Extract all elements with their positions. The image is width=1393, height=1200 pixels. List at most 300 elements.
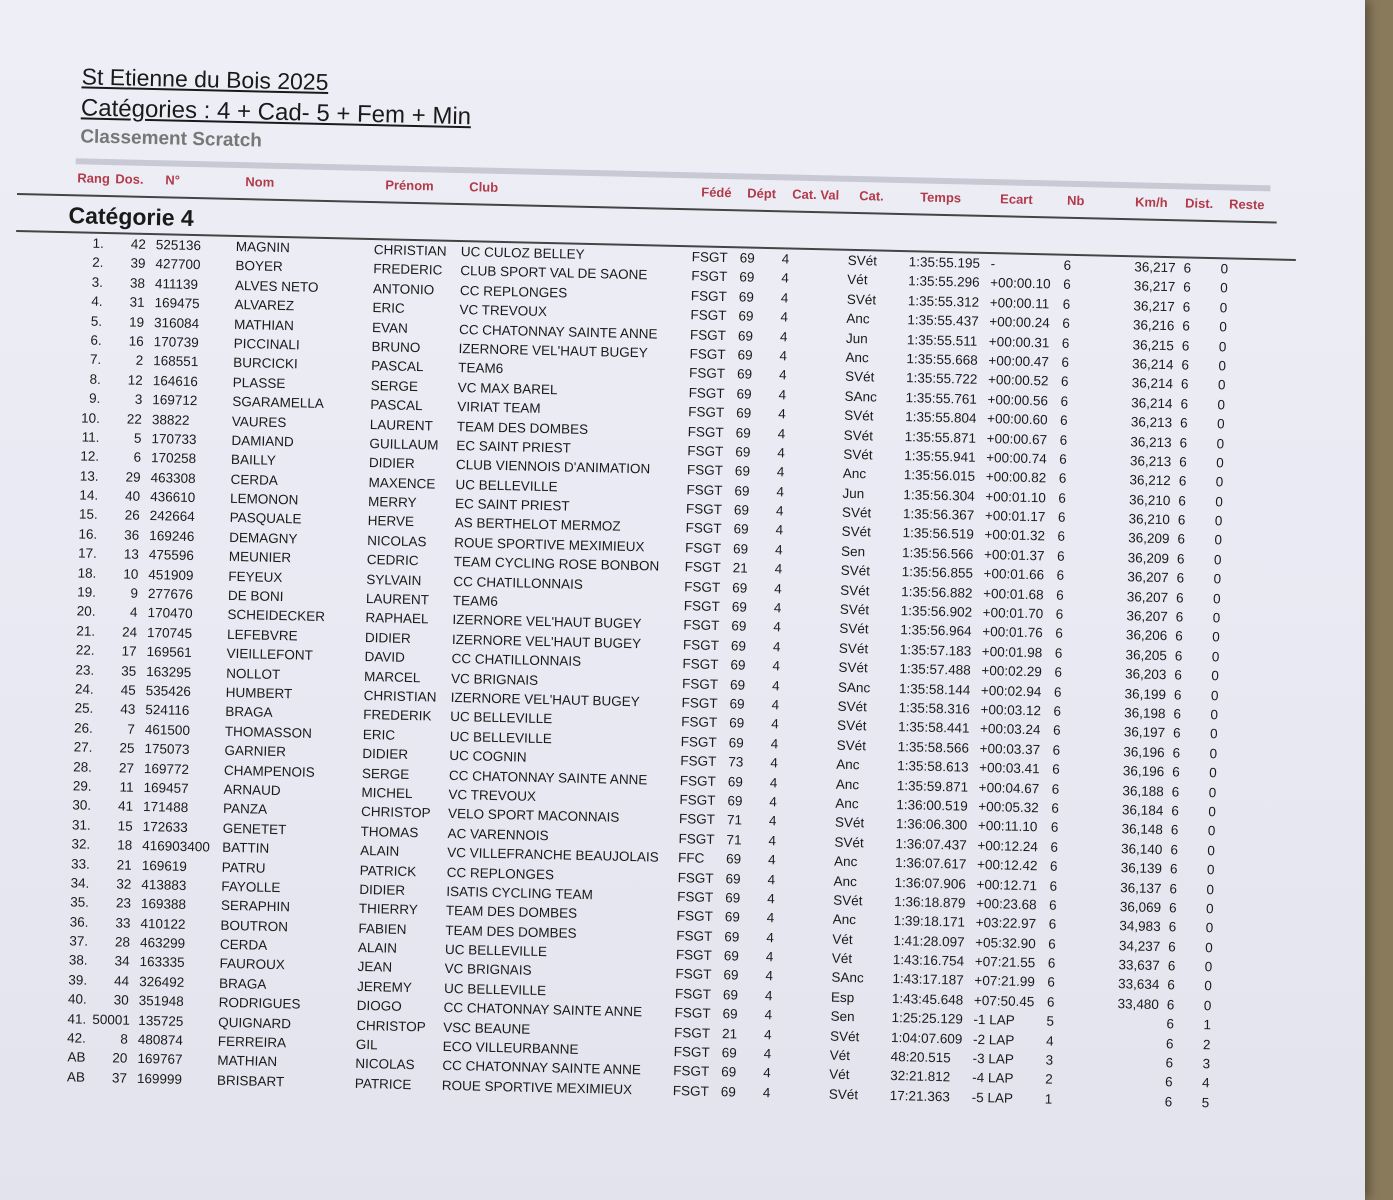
cell-rang: 24. xyxy=(74,681,94,697)
cell-dist: 6 xyxy=(1179,415,1188,431)
cell-nom: GARNIER xyxy=(224,742,287,760)
cell-prenom: PASCAL xyxy=(370,397,423,414)
cell-temps: 1:35:56.882 xyxy=(901,583,973,601)
cell-dist: 6 xyxy=(1182,299,1191,315)
cell-ecart: +00:12.42 xyxy=(976,857,1038,874)
cell-fede: FFC xyxy=(677,850,705,866)
cell-dist: 6 xyxy=(1176,551,1185,567)
cell-nom: RODRIGUES xyxy=(218,994,301,1012)
cell-nom: ALVES NETO xyxy=(234,277,319,295)
cell-dos: 27 xyxy=(118,759,135,776)
cell-ecart: +07:21.99 xyxy=(974,973,1035,990)
cell-reste: 0 xyxy=(1212,629,1220,645)
cell-kmh xyxy=(1098,1054,1158,1055)
cell-ecart: +00:01.66 xyxy=(983,566,1045,583)
cell-cat: Anc xyxy=(846,310,870,327)
cell-nb: 6 xyxy=(1060,393,1069,409)
cell-cat-val: 4 xyxy=(774,542,783,558)
cell-fede: FSGT xyxy=(683,598,720,615)
cell-dist: 6 xyxy=(1177,512,1186,528)
cell-nom: BAILLY xyxy=(230,452,276,469)
cell-prenom: JEAN xyxy=(357,959,393,976)
cell-dos: 21 xyxy=(116,856,132,873)
cell-kmh: 36,209 xyxy=(1128,530,1170,547)
cell-reste: 0 xyxy=(1208,804,1216,820)
cell-nom: BOUTRON xyxy=(220,917,289,934)
cell-club: IZERNORE VEL'HAUT BUGEY xyxy=(452,612,642,632)
cell-kmh xyxy=(1097,1073,1157,1074)
cell-nb: 6 xyxy=(1063,277,1071,293)
cell-nb: 6 xyxy=(1053,684,1062,700)
cell-prenom: ALAIN xyxy=(360,843,400,859)
cell-dos: 44 xyxy=(113,973,130,989)
cell-reste: 0 xyxy=(1211,668,1220,684)
cell-nb: 6 xyxy=(1048,916,1057,933)
cell-club: VC TREVOUX xyxy=(448,786,537,804)
cell-dos: 3 xyxy=(134,391,143,407)
cell-dist: 6 xyxy=(1180,396,1189,412)
cell-dept: 69 xyxy=(725,870,741,887)
cell-dist: 6 xyxy=(1170,822,1179,838)
cell-numero: 524116 xyxy=(145,702,190,719)
cell-reste: 0 xyxy=(1209,765,1217,781)
cell-dept: 69 xyxy=(724,909,740,925)
cell-nb: 6 xyxy=(1048,936,1056,952)
cell-dist: 6 xyxy=(1179,454,1187,470)
cell-temps: 1:35:58.144 xyxy=(898,680,971,698)
cell-reste: 0 xyxy=(1204,978,1213,994)
cell-reste: 0 xyxy=(1220,280,1228,296)
cell-prenom: SERGE xyxy=(361,765,410,782)
cell-fede: FSGT xyxy=(685,520,722,537)
cell-dept: 21 xyxy=(732,560,748,576)
cell-cat-val: 4 xyxy=(778,406,786,422)
cell-dos: 7 xyxy=(127,721,136,737)
cell-temps: 32:21.812 xyxy=(890,1068,951,1085)
cell-prenom: PASCAL xyxy=(371,358,424,375)
cell-rang: AB xyxy=(67,1049,86,1066)
cell-dept: 69 xyxy=(732,579,748,596)
cell-dept: 69 xyxy=(739,250,755,266)
cell-temps: 1:35:55.871 xyxy=(904,428,977,446)
cell-nom: MEUNIER xyxy=(228,549,292,566)
cell-cat-val: 4 xyxy=(777,445,786,461)
cell-kmh: 36,217 xyxy=(1133,278,1176,295)
cell-fede: FSGT xyxy=(688,365,726,382)
cell-ecart: +00:03.41 xyxy=(979,760,1040,777)
cell-nb: 6 xyxy=(1058,470,1067,487)
cell-kmh: 34,983 xyxy=(1119,918,1161,935)
cell-kmh: 36,196 xyxy=(1123,743,1165,760)
cell-club: CC CHATONNAY SAINTE ANNE xyxy=(443,1000,643,1020)
cell-cat-val: 4 xyxy=(771,677,780,693)
cell-cat: SVét xyxy=(836,718,867,734)
cell-dept: 69 xyxy=(724,928,740,945)
cell-dept: 69 xyxy=(734,483,750,499)
cell-reste: 0 xyxy=(1207,823,1216,839)
cell-temps: 1:35:56.964 xyxy=(900,622,972,640)
cell-kmh xyxy=(1098,1034,1158,1035)
cell-fede: FSGT xyxy=(679,792,716,808)
cell-reste: 0 xyxy=(1211,649,1220,665)
cell-fede: FSGT xyxy=(682,637,720,653)
cell-dist: 6 xyxy=(1167,977,1176,993)
cell-ecart: +00:01.76 xyxy=(982,624,1043,641)
cell-club: UC BELLEVILLE xyxy=(449,728,553,747)
cell-cat-val: 4 xyxy=(778,367,787,383)
cell-nb: 6 xyxy=(1047,955,1056,971)
cell-cat-val: 4 xyxy=(780,290,789,306)
cell-numero: 169767 xyxy=(137,1051,183,1068)
cell-rang: 8. xyxy=(89,371,101,387)
cell-reste: 0 xyxy=(1215,493,1224,510)
cell-dist: 6 xyxy=(1168,938,1176,955)
cell-prenom: SYLVAIN xyxy=(366,571,422,588)
cell-numero: 525136 xyxy=(155,237,202,254)
cell-club: CC CHATONNAY SAINTE ANNE xyxy=(458,321,658,342)
col-header-prenom: Prénom xyxy=(385,177,434,194)
cell-temps: 1:36:07.437 xyxy=(895,835,967,853)
cell-kmh: 33,637 xyxy=(1118,957,1160,974)
cell-cat: Anc xyxy=(836,756,860,773)
cell-nb: 6 xyxy=(1063,257,1072,273)
cell-nom: PASQUALE xyxy=(229,510,302,527)
cell-cat-val: 4 xyxy=(767,871,776,887)
cell-dist: 6 xyxy=(1183,279,1191,296)
cell-dist: 6 xyxy=(1164,1074,1173,1090)
cell-dept: 73 xyxy=(728,754,744,770)
cell-nom: BURCICKI xyxy=(233,355,298,372)
cell-rang: 22. xyxy=(75,642,95,659)
cell-dept: 69 xyxy=(738,308,754,324)
cell-temps: 1:35:56.519 xyxy=(902,525,975,543)
cell-ecart: +05:32.90 xyxy=(975,934,1036,951)
cell-prenom: CEDRIC xyxy=(366,552,419,569)
col-header-temps: Temps xyxy=(919,189,962,206)
cell-numero: 413883 xyxy=(141,876,187,893)
cell-fede: FSGT xyxy=(683,617,720,634)
cell-nom: BRAGA xyxy=(218,975,267,992)
cell-cat-val: 4 xyxy=(764,1007,773,1023)
cell-reste: 0 xyxy=(1216,416,1225,432)
cell-club: CC CHATONNAY SAINTE ANNE xyxy=(442,1058,642,1078)
cell-fede: FSGT xyxy=(687,443,724,459)
classement-title: Classement Scratch xyxy=(80,126,263,152)
cell-prenom: NICOLAS xyxy=(367,532,427,550)
cell-cat: SVét xyxy=(846,291,877,308)
cell-numero: 135725 xyxy=(138,1012,184,1029)
cell-cat-val: 4 xyxy=(763,1065,771,1081)
cell-cat: Anc xyxy=(845,349,869,366)
cell-nom: CERDA xyxy=(219,936,268,953)
cell-reste: 0 xyxy=(1208,784,1217,800)
cell-dist: 6 xyxy=(1178,493,1187,509)
cell-nb: 6 xyxy=(1051,781,1060,797)
cell-dos: 33 xyxy=(115,915,131,931)
title-block xyxy=(80,63,1300,176)
cell-nom: MATHIAN xyxy=(217,1053,278,1070)
cell-dos: 41 xyxy=(117,798,134,815)
col-header-cat: Cat. xyxy=(859,188,884,204)
cell-rang: 17. xyxy=(77,545,98,562)
cell-temps: 1:35:55.941 xyxy=(904,448,976,465)
cell-club: IZERNORE VEL'HAUT BUGEY xyxy=(450,689,640,710)
cell-nom: SERAPHIN xyxy=(220,898,291,915)
cell-ecart: +00:00.47 xyxy=(988,353,1050,370)
cell-prenom: DIDIER xyxy=(362,746,409,763)
cell-prenom: JEREMY xyxy=(356,978,413,995)
cell-ecart: +00:01.10 xyxy=(985,488,1046,506)
col-header-ecart: Ecart xyxy=(999,191,1033,208)
cell-ecart: +07:50.45 xyxy=(973,992,1035,1010)
cell-kmh: 36,210 xyxy=(1128,491,1171,508)
cell-dos: 50001 xyxy=(92,1011,131,1028)
cell-kmh: 34,237 xyxy=(1118,937,1161,954)
cell-dos: 19 xyxy=(128,314,145,330)
cell-ecart: +07:21.55 xyxy=(974,953,1036,971)
cell-fede: FSGT xyxy=(678,811,716,828)
cell-ecart: +00:03.24 xyxy=(979,721,1041,738)
cell-dos: 6 xyxy=(133,449,142,466)
cell-fede: FSGT xyxy=(674,1005,711,1022)
cell-temps: 1:35:55.761 xyxy=(905,389,978,407)
cell-rang: 27. xyxy=(73,739,93,755)
cell-temps: 1:35:59.871 xyxy=(896,777,969,795)
categories-title: Catégories : 4 + Cad- 5 + Fem + Min xyxy=(80,94,472,131)
cell-ecart: +00:23.68 xyxy=(975,895,1037,913)
cell-temps: 1:35:55.437 xyxy=(907,312,979,329)
cell-prenom: LAURENT xyxy=(365,591,430,608)
cell-nom: PICCINALI xyxy=(233,335,300,353)
cell-cat: Vét xyxy=(829,1067,850,1083)
cell-dos: 17 xyxy=(121,643,137,659)
cell-rang: 40. xyxy=(67,991,87,1007)
cell-club: CC CHATILLONNAIS xyxy=(453,573,584,592)
cell-nom: MAGNIN xyxy=(235,238,291,256)
cell-nb: 6 xyxy=(1050,819,1059,836)
cell-reste: 0 xyxy=(1216,435,1225,451)
cell-nom: VAURES xyxy=(231,413,287,430)
cell-dos: 22 xyxy=(126,411,143,427)
cell-dept: 69 xyxy=(736,386,752,402)
cell-dist: 6 xyxy=(1177,531,1186,548)
cell-temps: 1:35:55.668 xyxy=(906,351,978,368)
cell-rang: 2. xyxy=(92,255,104,271)
cell-numero: 169712 xyxy=(152,392,198,409)
cell-fede: FSGT xyxy=(678,830,715,847)
cell-dos: 25 xyxy=(119,740,135,756)
cell-dist: 6 xyxy=(1181,357,1190,373)
cell-dept: 69 xyxy=(725,851,742,867)
cell-temps: 1:35:57.183 xyxy=(899,641,972,659)
cell-prenom: MICHEL xyxy=(361,784,413,802)
cell-reste: 0 xyxy=(1209,726,1218,742)
cell-numero: 172633 xyxy=(142,818,188,835)
cell-ecart: +00:00.24 xyxy=(989,314,1050,331)
cell-nom: FAYOLLE xyxy=(221,878,281,896)
cell-reste: 0 xyxy=(1214,513,1223,529)
cell-numero: 316084 xyxy=(153,314,200,331)
cell-kmh: 36,207 xyxy=(1127,569,1169,586)
cell-nom: QUIGNARD xyxy=(218,1014,292,1032)
cell-temps: 1:35:56.566 xyxy=(901,545,974,562)
cell-reste: 0 xyxy=(1216,455,1224,471)
cell-rang: 38. xyxy=(68,952,88,969)
cell-cat-val: 4 xyxy=(773,600,782,616)
cell-kmh: 36,214 xyxy=(1131,375,1174,392)
cell-kmh: 36,216 xyxy=(1132,317,1175,334)
cell-dos: 18 xyxy=(117,837,133,853)
cell-dept: 69 xyxy=(733,502,750,518)
cell-temps: 1:36:07.617 xyxy=(894,855,967,872)
cell-dos: 40 xyxy=(124,488,141,504)
cell-numero: 168551 xyxy=(153,353,199,370)
cell-dist: 6 xyxy=(1176,570,1185,586)
cell-kmh: 36,213 xyxy=(1130,414,1173,431)
cell-numero: 451909 xyxy=(148,566,194,583)
cell-cat: SVét xyxy=(843,446,873,463)
cell-club: UC BELLEVILLE xyxy=(444,941,548,960)
cell-cat-val: 4 xyxy=(772,658,781,674)
cell-dos: 37 xyxy=(111,1070,128,1086)
cell-cat-val: 4 xyxy=(768,813,777,829)
cell-nb: 6 xyxy=(1057,529,1066,545)
cell-numero: 411139 xyxy=(154,275,199,292)
cell-dist: 6 xyxy=(1170,842,1179,858)
cell-numero: 169561 xyxy=(146,644,192,661)
cell-nb: 6 xyxy=(1046,994,1055,1010)
cell-ecart: +00:12.71 xyxy=(976,876,1038,893)
cell-nb: 6 xyxy=(1052,761,1060,777)
cell-dist: 6 xyxy=(1174,667,1183,683)
cell-club: VIRIAT TEAM xyxy=(457,399,541,417)
cell-nom: LEFEBVRE xyxy=(226,626,298,644)
cell-dist: 6 xyxy=(1165,1035,1174,1052)
cell-nb: 6 xyxy=(1056,548,1065,564)
cell-prenom: GIL xyxy=(355,1036,378,1053)
cell-fede: FSGT xyxy=(672,1082,709,1099)
cell-rang: 41. xyxy=(67,1010,87,1027)
cell-nb: 6 xyxy=(1052,722,1061,739)
cell-dept: 71 xyxy=(726,812,743,828)
cell-nb: 4 xyxy=(1045,1033,1054,1049)
cell-ecart: +00:00.10 xyxy=(990,275,1051,292)
cell-nb: 6 xyxy=(1049,858,1058,874)
cell-club: UC BELLEVILLE xyxy=(443,980,547,999)
cell-dept: 69 xyxy=(720,1083,737,1100)
cell-prenom: GUILLAUM xyxy=(369,435,439,453)
cell-rang: 37. xyxy=(69,933,89,949)
cell-ecart: +00:00.67 xyxy=(986,430,1048,447)
cell-rang: 32. xyxy=(71,836,91,852)
cell-prenom: CHRISTOP xyxy=(360,804,431,821)
cell-rang: 20. xyxy=(76,603,96,620)
cell-nb: 2 xyxy=(1045,1071,1053,1088)
cell-club: UC CULOZ BELLEY xyxy=(460,244,585,262)
cell-dept: 69 xyxy=(736,366,753,383)
cell-club: EC SAINT PRIEST xyxy=(454,496,570,514)
cell-prenom: LAURENT xyxy=(369,416,434,433)
cell-cat-val: 4 xyxy=(774,580,782,597)
cell-fede: FSGT xyxy=(675,947,713,963)
event-title: St Etienne du Bois 2025 xyxy=(81,63,329,95)
cell-kmh: 36,217 xyxy=(1133,298,1175,315)
cell-numero: 351948 xyxy=(138,993,184,1010)
cell-reste: 0 xyxy=(1215,474,1224,490)
cell-fede: FSGT xyxy=(688,384,725,401)
cell-reste: 0 xyxy=(1214,532,1223,548)
cell-ecart: +00:12.24 xyxy=(977,837,1039,855)
cell-reste: 0 xyxy=(1220,261,1229,277)
cell-nb: 6 xyxy=(1062,315,1071,332)
cell-temps: 1:35:55.195 xyxy=(908,254,981,271)
cell-nom: MATHIAN xyxy=(233,316,295,333)
cell-cat-val: 4 xyxy=(771,697,780,713)
cell-ecart: +00:03.37 xyxy=(979,740,1041,758)
col-header-dist: Dist. xyxy=(1184,195,1214,212)
col-header-nb: Nb xyxy=(1066,192,1085,209)
cell-reste: 0 xyxy=(1213,571,1222,587)
cell-cat-val: 4 xyxy=(773,619,782,635)
cell-nom: ARNAUD xyxy=(223,781,281,799)
cell-cat-val: 4 xyxy=(764,987,773,1004)
cell-rang: 3. xyxy=(91,274,104,290)
cell-temps: 1:35:56.902 xyxy=(900,603,973,620)
cell-rang: 5. xyxy=(90,313,103,329)
cell-numero: 535426 xyxy=(145,683,191,700)
cell-nb: 6 xyxy=(1061,335,1070,351)
cell-dos: 42 xyxy=(130,236,147,252)
cell-kmh: 36,196 xyxy=(1122,763,1165,780)
cell-kmh: 36,213 xyxy=(1130,433,1172,450)
cell-club: ROUE SPORTIVE MEXIMIEUX xyxy=(454,534,645,555)
cell-dept: 69 xyxy=(730,638,747,654)
cell-numero: 163295 xyxy=(146,663,192,680)
cell-dist: 6 xyxy=(1183,260,1192,276)
cell-reste: 1 xyxy=(1203,1017,1212,1033)
cell-cat: SVét xyxy=(834,815,865,831)
cell-fede: FSGT xyxy=(674,985,712,1002)
cell-temps: 1:43:16.754 xyxy=(892,952,965,969)
cell-ecart: +00:00.60 xyxy=(986,411,1048,428)
cell-kmh xyxy=(1099,1015,1159,1016)
cell-cat-val: 4 xyxy=(770,735,779,752)
cell-ecart: +00:02.29 xyxy=(981,663,1043,680)
cell-kmh: 33,634 xyxy=(1117,976,1160,993)
cell-fede: FSGT xyxy=(686,481,723,498)
cell-dist: 6 xyxy=(1167,958,1176,974)
cell-temps: 1:35:58.566 xyxy=(897,738,970,756)
cell-rang: 36. xyxy=(69,914,89,930)
cell-temps: 1:36:06.300 xyxy=(895,816,968,834)
cell-club: TEAM DES DOMBES xyxy=(445,903,578,922)
cell-nom: FEYEUX xyxy=(228,568,283,585)
cell-cat: SAnc xyxy=(844,388,878,405)
cell-fede: FSGT xyxy=(676,908,713,925)
cell-cat-val: 4 xyxy=(776,483,785,500)
cell-numero: 171488 xyxy=(142,799,189,816)
cell-ecart: +00:00.11 xyxy=(989,294,1050,312)
cell-cat-val: 4 xyxy=(762,1084,771,1101)
cell-fede: FSGT xyxy=(681,675,719,692)
cell-dept: 69 xyxy=(727,773,744,790)
cell-reste: 5 xyxy=(1201,1094,1210,1111)
cell-dist: 6 xyxy=(1165,1055,1174,1071)
cell-dist: 6 xyxy=(1173,686,1182,703)
cell-dos: 39 xyxy=(130,255,146,272)
cell-dept: 69 xyxy=(735,424,751,441)
cell-cat: SVét xyxy=(834,834,864,851)
